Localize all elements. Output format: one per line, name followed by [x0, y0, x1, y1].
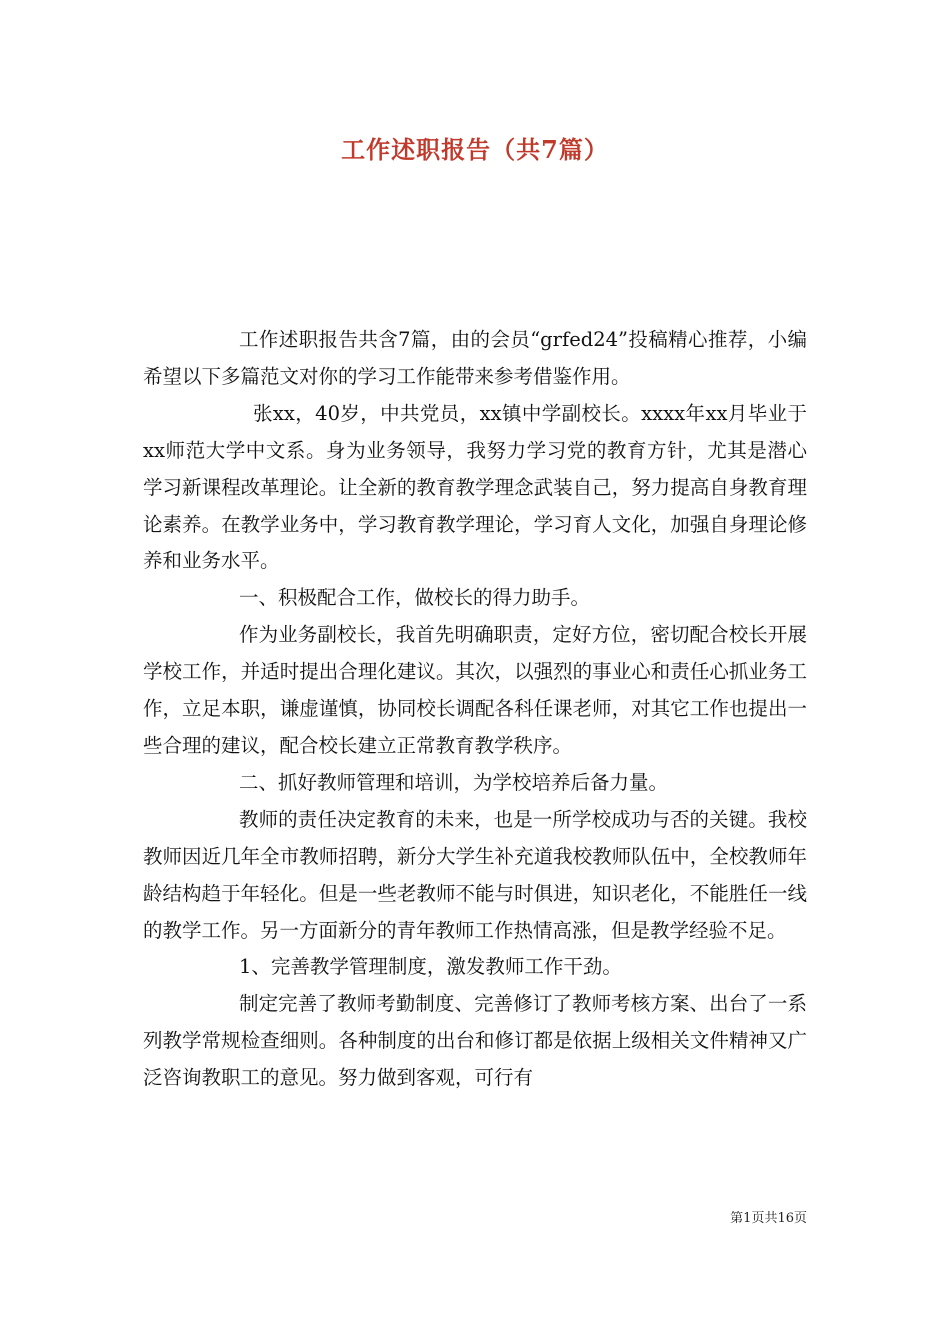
paragraph-profile: 张xx，40岁，中共党员，xx镇中学副校长。xxxx年xx月毕业于xx师范大学中文系。身为业务领导，我努力学习党的教育方针，尤其是潜心学习新课程改革理论。让全新的教育教学理念武装自己，努力提高自身教育理论素养。在教学业务中，学习教育教学理论，学习育人文化，加强自身理论修养和业务水平。 — [143, 401, 807, 573]
paragraph-section-2: 教师的责任决定教育的未来，也是一所学校成功与否的关键。我校教师因近几年全市教师招聘，新分大学生补充道我校教师队伍中，全校教师年龄结构趋于年轻化。但是一些老教师不能与时俱进，知识老化，不能胜任一线的教学工作。另一方面新分的青年教师工作热情高涨，但是教学经验不足。 — [143, 807, 807, 942]
paragraph-subsection-1: 制定完善了教师考勤制度、完善修订了教师考核方案、出台了一系列教学常规检查细则。各种制度的出台和修订都是依据上级相关文件精神又广泛咨询教职工的意见。努力做到客观，可行有 — [143, 992, 807, 1090]
section-heading-1: 一、积极配合工作，做校长的得力助手。 — [239, 586, 591, 610]
section-heading-2: 二、抓好教师管理和培训，为学校培养后备力量。 — [239, 770, 669, 794]
paragraph-section-1: 作为业务副校长，我首先明确职责，定好方位，密切配合校长开展学校工作，并适时提出合理化建议。其次，以强烈的事业心和责任心抓业务工作，立足本职，谦虚谨慎，协同校长调配各科任课老师，对其它工作也提出一些合理的建议，配合校长建立正常教育教学秩序。 — [143, 623, 807, 757]
subsection-heading-1: 1、完善教学管理制度，激发教师工作干劲。 — [239, 955, 622, 979]
page-number-footer: 第1页共16页 — [730, 1211, 807, 1226]
document-body — [143, 322, 807, 1097]
paragraph-intro: 工作述职报告共含7篇，由的会员“grfed24”投稿精心推荐，小编希望以下多篇范文对你的学习工作能带来参考借鉴作用。 — [143, 328, 807, 388]
document-title: 工作述职报告（共7篇） — [341, 135, 609, 164]
